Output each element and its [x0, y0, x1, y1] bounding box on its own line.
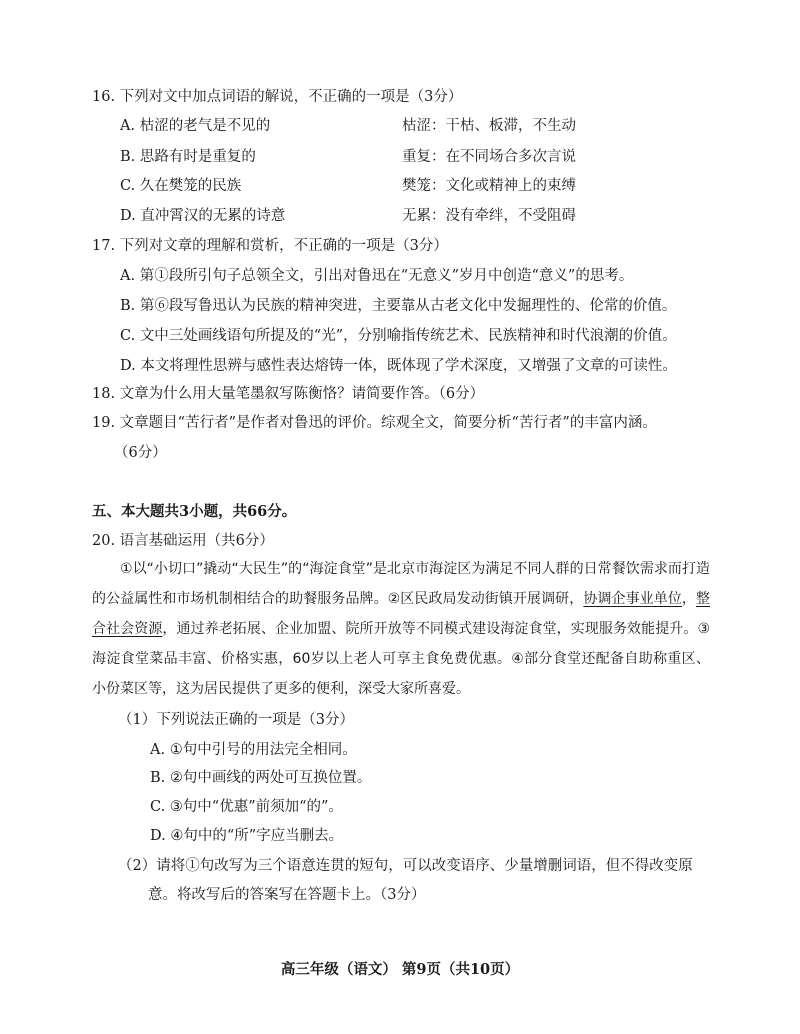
q16-option-c-gloss: 樊笼：文化或精神上的束缚: [402, 178, 576, 194]
q16-option-d-term: D. 直冲霄汉的无累的诗意: [120, 208, 286, 224]
q20-title: 20. 语言基础运用（共6分）: [92, 533, 274, 549]
q20-passage: [92, 554, 710, 704]
q20-sub1-option-b: B. ②句中画线的两处可互换位置。: [150, 770, 372, 786]
q20-passage-sep: ，: [681, 591, 697, 607]
q20-underlined-phrase-2: 整合社会资源: [92, 591, 711, 637]
q20-sub2-line1: （2）请将①句改写为三个语意连贯的短句，可以改变语序、少量增删词语，但不得改变原: [118, 858, 693, 874]
q17-option-a: A. 第①段所引句子总领全文，引出对鲁迅在“无意义”岁月中创造“意义”的思考。: [120, 268, 634, 284]
section-5-heading: 五、本大题共3小题，共66分。: [92, 503, 297, 520]
q16-option-b-term: B. 思路有时是重复的: [120, 149, 256, 165]
q20-underlined-phrase-1: 协调企事业单位: [583, 591, 682, 607]
q20-passage-part1: ①以“小切口”撬动“大民生”的“海淀食堂”是北京市海淀区为满足不同人群的日常餐饮需求而打造的公益属性和市场机制相结合的助餐服务品牌。②区民政局发动街镇开展调研，: [92, 561, 710, 607]
q20-passage-part2: ，通过养老拓展、企业加盟、院所开放等不同模式建设海淀食堂，实现服务效能提升。③海淀食堂菜品丰富、价格实惠，60岁以上老人可享主食免费优惠。④部分食堂还配备自助称重区、小份菜区等，这为居民提供了更多的便利，深受大家所喜爱。: [92, 621, 710, 697]
q20-sub1-option-d: D. ④句中的“所”字应当删去。: [150, 828, 344, 844]
q17-option-c: C. 文中三处画线语句所提及的“光”，分别喻指传统艺术、民族精神和时代浪潮的价值。: [120, 328, 677, 344]
q20-sub1-stem: （1）下列说法正确的一项是（3分）: [118, 712, 354, 728]
q17-option-b: B. 第⑥段写鲁迅认为民族的精神突进，主要靠从古老文化中发掘理性的、伦常的价值。: [120, 298, 677, 314]
q17-stem: 17. 下列对文章的理解和赏析，不正确的一项是（3分）: [92, 238, 448, 254]
q20-sub1-option-a: A. ①句中引号的用法完全相同。: [150, 742, 357, 758]
q16-option-a-gloss: 枯涩：干枯、板滞，不生动: [402, 118, 576, 134]
q20-sub1-option-c: C. ③句中“优惠”前须加“的”。: [150, 799, 343, 815]
q16-option-c-term: C. 久在樊笼的民族: [120, 178, 242, 194]
q16-option-a-term: A. 枯涩的老气是不见的: [120, 118, 271, 134]
q17-option-d: D. 本文将理性思辨与感性表达熔铸一体，既体现了学术深度，又增强了文章的可读性。: [120, 358, 677, 374]
q20-sub2-line2: 意。将改写后的答案写在答题卡上。（3分）: [148, 887, 426, 903]
q19-stem-line2: （6分）: [114, 445, 167, 461]
page-footer: 高三年级（语文） 第9页（共10页）: [280, 961, 520, 978]
q18-stem: 18. 文章为什么用大量笔墨叙写陈衡恪？请简要作答。（6分）: [92, 386, 485, 402]
q19-stem-line1: 19. 文章题目“苦行者”是作者对鲁迅的评价。综观全文，简要分析“苦行者”的丰富内涵。: [92, 415, 657, 431]
q16-option-d-gloss: 无累：没有牵绊，不受阻碍: [402, 208, 576, 224]
q16-stem: 16. 下列对文中加点词语的解说，不正确的一项是（3分）: [92, 89, 463, 105]
q16-option-b-gloss: 重复：在不同场合多次言说: [402, 149, 576, 165]
